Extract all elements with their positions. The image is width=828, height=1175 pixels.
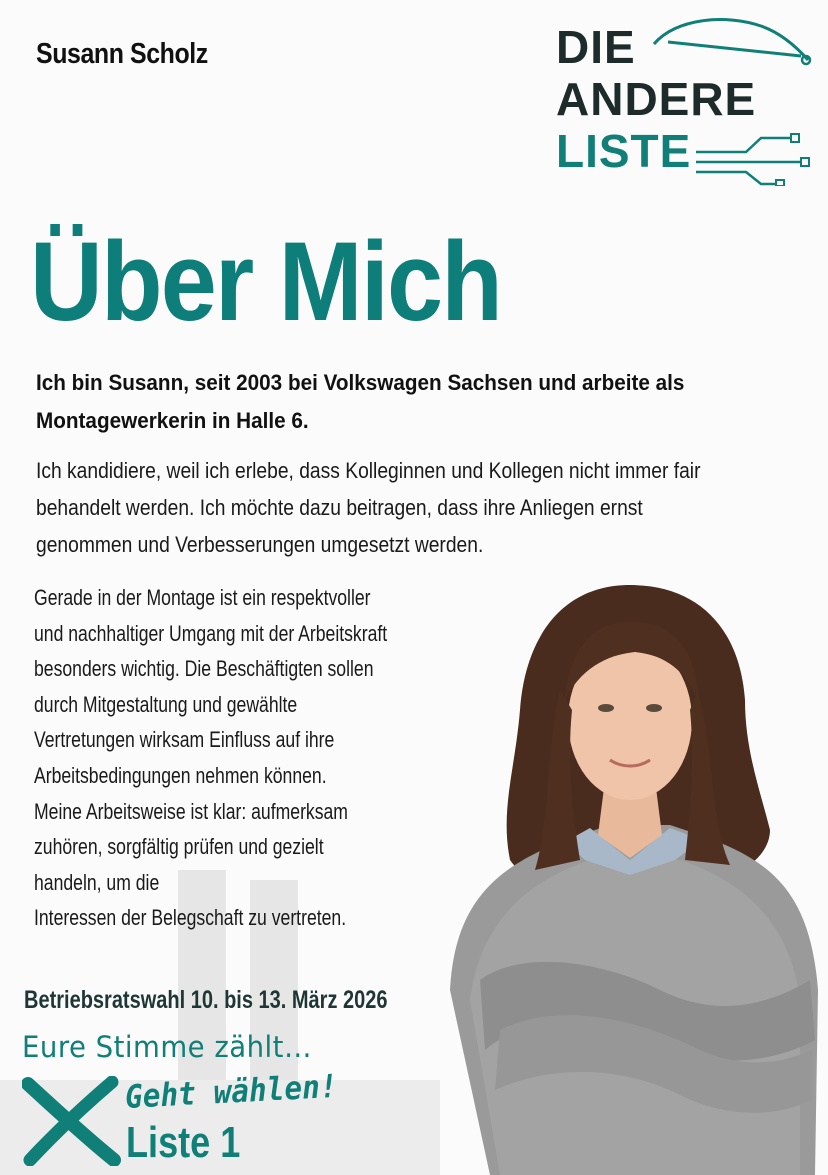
- paragraph-line: zuhören, sorgfältig prüfen und gezielt: [34, 834, 324, 860]
- page-headline: Über Mich: [30, 219, 502, 344]
- paragraph-line: handeln, um die: [34, 869, 160, 895]
- motivation-paragraph: Ich kandidiere, weil ich erlebe, dass Kolleginnen und Kollegen nicht immer fair behandelt werden. Ich möchte dazu beitragen, dass ihre Anliegen ernst genommen und Verbesserungen umgesetzt werden.: [36, 458, 701, 557]
- paragraph-line: Gerade in der Montage ist ein respektvoller: [34, 585, 371, 610]
- paragraph-line: und nachhaltiger Umgang mit der Arbeitskraft: [34, 620, 388, 646]
- go-vote-slogan: Geht wählen!: [124, 1066, 339, 1116]
- ballot-cross-icon: [22, 1076, 122, 1166]
- paragraph-line: durch Mitgestaltung und gewählte: [34, 691, 298, 717]
- die-andere-liste-logo: [556, 16, 816, 186]
- logo-text-andere: ANDERE: [556, 73, 757, 125]
- paragraph-line: besonders wichtig. Die Beschäftigten sollen: [34, 656, 374, 682]
- candidate-name: Susann Scholz: [36, 38, 208, 70]
- election-date: Betriebsratswahl 10. bis 13. März 2026: [24, 986, 388, 1014]
- work-approach-paragraph: [34, 580, 450, 936]
- intro-text: Ich bin Susann, seit 2003 bei Volkswagen Sachsen und arbeite als Montagewerkerin in Halle 6.: [36, 370, 685, 433]
- logo-text-die: DIE: [556, 21, 636, 73]
- vote-counts-slogan: Eure Stimme zählt…: [22, 1030, 312, 1064]
- paragraph-line: Arbeitsbedingungen nehmen können.: [34, 762, 327, 788]
- candidate-photo: [440, 560, 828, 1175]
- paragraph-line: Vertretungen wirksam Einfluss auf ihre: [34, 727, 335, 753]
- paragraph-line: Meine Arbeitsweise ist klar: aufmerksam: [34, 798, 348, 824]
- paragraph-line: Interessen der Belegschaft zu vertreten.: [34, 905, 347, 931]
- logo-text-liste: LISTE: [556, 125, 692, 177]
- list-number: Liste 1: [126, 1118, 241, 1167]
